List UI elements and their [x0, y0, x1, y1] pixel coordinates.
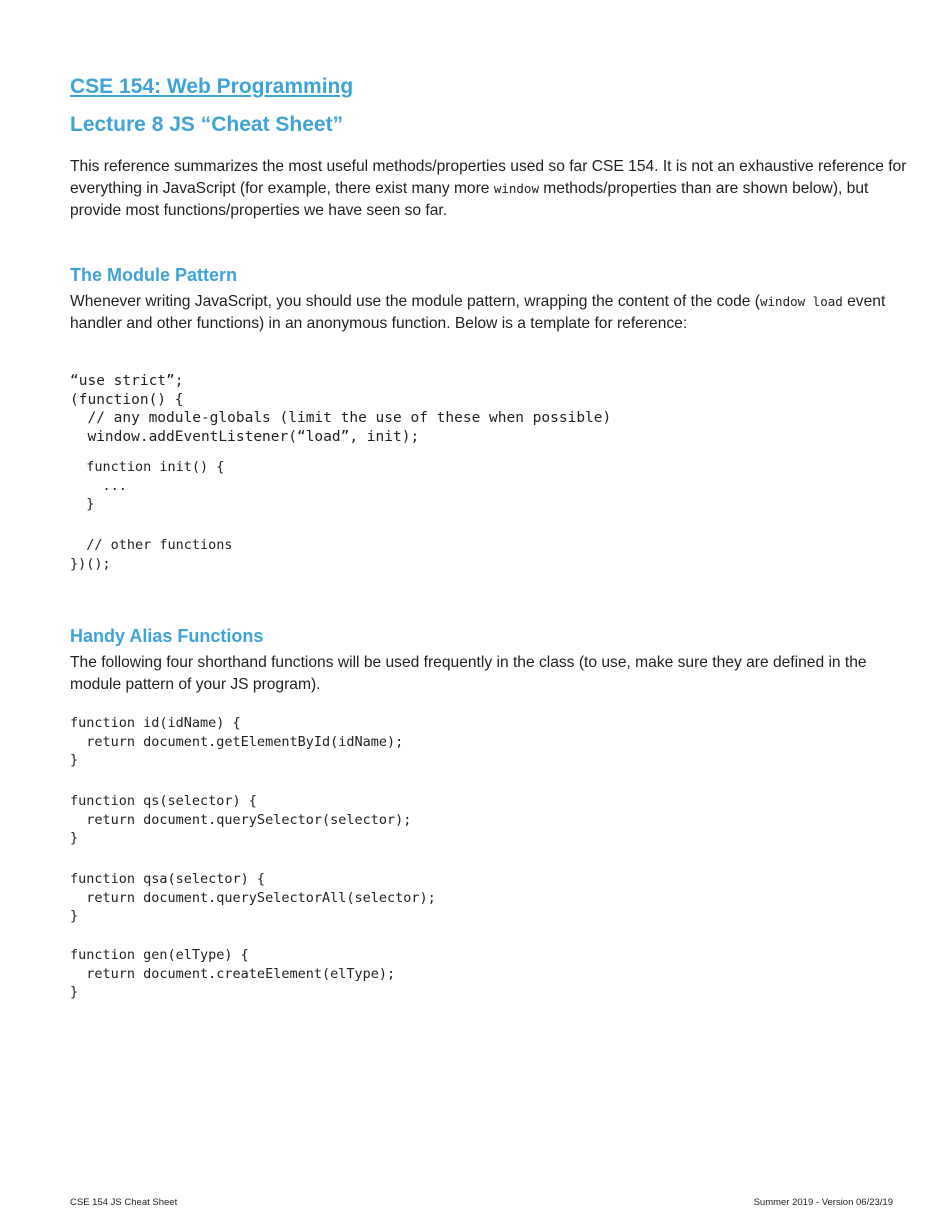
- alias-functions-paragraph: The following four shorthand functions will be used frequently in the class (to use, make sure they are defined in the module pattern of your JS program).: [70, 654, 867, 693]
- module-text-2: event handler and other functions) in an anonymous function. Below is a template for reference:: [70, 293, 886, 332]
- code-id-function: function id(idName) { return document.getElementById(idName); }: [70, 715, 404, 768]
- module-code-block-1: “use strict”; (function() { // any module-globals (limit the use of these when possible) window.addEventListener(“load”, init);: [70, 373, 612, 445]
- intro-text-2: methods/properties than are shown below), but provide most functions/properties we have seen so far.: [70, 180, 869, 219]
- module-code-block-3: // other functions })();: [70, 537, 233, 572]
- intro-text-1: This reference summarizes the most useful methods/properties used so far CSE 154. It is not an exhaustive reference for everything in JavaScript (for example, there exist many more: [70, 158, 907, 197]
- module-text-1: Whenever writing JavaScript, you should use the module pattern, wrapping the content of the code (: [70, 293, 760, 310]
- alias-functions-heading: Handy Alias Functions: [70, 626, 264, 646]
- lecture-subtitle: Lecture 8 JS “Cheat Sheet”: [70, 113, 344, 136]
- code-qsa-function: function qsa(selector) { return document.querySelectorAll(selector); }: [70, 871, 436, 924]
- intro-paragraph: [70, 156, 910, 222]
- code-gen-function: function gen(elType) { return document.createElement(elType); }: [70, 947, 396, 1000]
- footer-left: CSE 154 JS Cheat Sheet: [70, 1197, 178, 1208]
- intro-code-window: window: [493, 181, 539, 196]
- footer-right: Summer 2019 - Version 06/23/19: [753, 1197, 893, 1208]
- code-qs-function: function qs(selector) { return document.querySelector(selector); }: [70, 793, 412, 846]
- module-pattern-paragraph: [70, 291, 910, 335]
- module-code-block-2: function init() { ... }: [86, 459, 225, 512]
- module-pattern-heading: The Module Pattern: [70, 265, 238, 285]
- course-title-link[interactable]: CSE 154: Web Programming: [70, 75, 354, 98]
- module-code-window-load: window load: [760, 294, 843, 309]
